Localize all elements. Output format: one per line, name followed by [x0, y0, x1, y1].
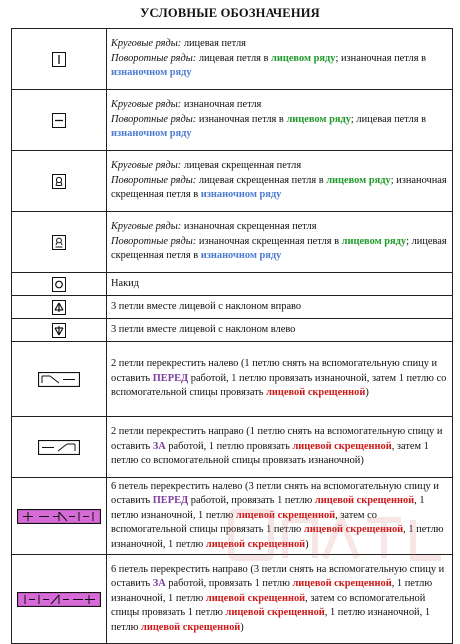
- legend-row: Круговые ряды: лицевая скрещенная петля Поворотные ряды: лицевая скрещенная петля в лицевом ряду; изнаночная скрещенная петля в изнаночном ряду: [12, 151, 453, 212]
- legend-table: [11, 28, 453, 644]
- cross-left-2-icon: [38, 372, 80, 387]
- twisted-knit-icon: [52, 174, 66, 189]
- legend-row: Круговые ряды: изнаночная скрещенная петля Поворотные ряды: изнаночная скрещенная петля в лицевом ряду; лицевая скрещенная петля в изнаночном ряду: [12, 212, 453, 273]
- purl-stitch-icon: [52, 113, 66, 128]
- knit-stitch-icon: [52, 52, 66, 67]
- legend-row: 6 петель перекрестить налево (3 петли снять на вспомогательную спицу и оставить ПЕРЕД работой, провязать 1 петлю лицевой скрещенной, 1 петлю изнаночной, 1 петлю лицевой скрещенной, затем со вспомогательной спицы провязать 1 петлю лицевой скрещенной, 1 петлю изнаночной, 1 петлю лицевой скрещенной): [12, 478, 453, 555]
- legend-row: Круговые ряды: изнаночная петля Поворотные ряды: изнаночная петля в лицевом ряду; лицевая петля в изнаночном ряду: [12, 90, 453, 151]
- yarn-over-icon: [52, 277, 66, 292]
- legend-row: 3 петли вместе лицевой с наклоном вправо: [12, 296, 453, 319]
- k3tog-right-icon: [52, 300, 66, 315]
- legend-row: 2 петли перекрестить налево (1 петлю снять на вспомогательную спицу и оставить ПЕРЕД работой, 1 петлю провязать изнаночной, затем 1 петлю со вспомогательной спицы провязать лицевой скрещенной): [12, 342, 453, 417]
- legend-row: 6 петель перекрестить направо (3 петли снять на вспомогательную спицу и оставить ЗА работой, провязать 1 петлю лицевой скрещенной, 1 петлю изнаночной, 1 петлю лицевой скрещенной, затем со вспомогательной спицы провязать 1 петлю лицевой скрещенной, 1 петлю изнаночной, 1 петлю лицевой скрещенной): [12, 555, 453, 644]
- legend-row: Круговые ряды: лицевая петля Поворотные ряды: лицевая петля в лицевом ряду; изнаночная петля в изнаночном ряду: [12, 29, 453, 90]
- cross-right-6-icon: [17, 592, 101, 607]
- legend-row: Накид: [12, 273, 453, 296]
- page-title: УСЛОВНЫЕ ОБОЗНАЧЕНИЯ: [140, 6, 320, 20]
- legend-row: 3 петли вместе лицевой с наклоном влево: [12, 319, 453, 342]
- twisted-purl-icon: [52, 235, 66, 250]
- k3tog-left-icon: [52, 323, 66, 338]
- cross-left-6-icon: [17, 509, 101, 524]
- cross-right-2-icon: [38, 440, 80, 455]
- legend-row: 2 петли перекрестить направо (1 петлю снять на вспомогательную спицу и оставить ЗА работой, 1 петлю провязать лицевой скрещенной, затем 1 петлю со вспомогательной спицы провязать изнаночной): [12, 417, 453, 478]
